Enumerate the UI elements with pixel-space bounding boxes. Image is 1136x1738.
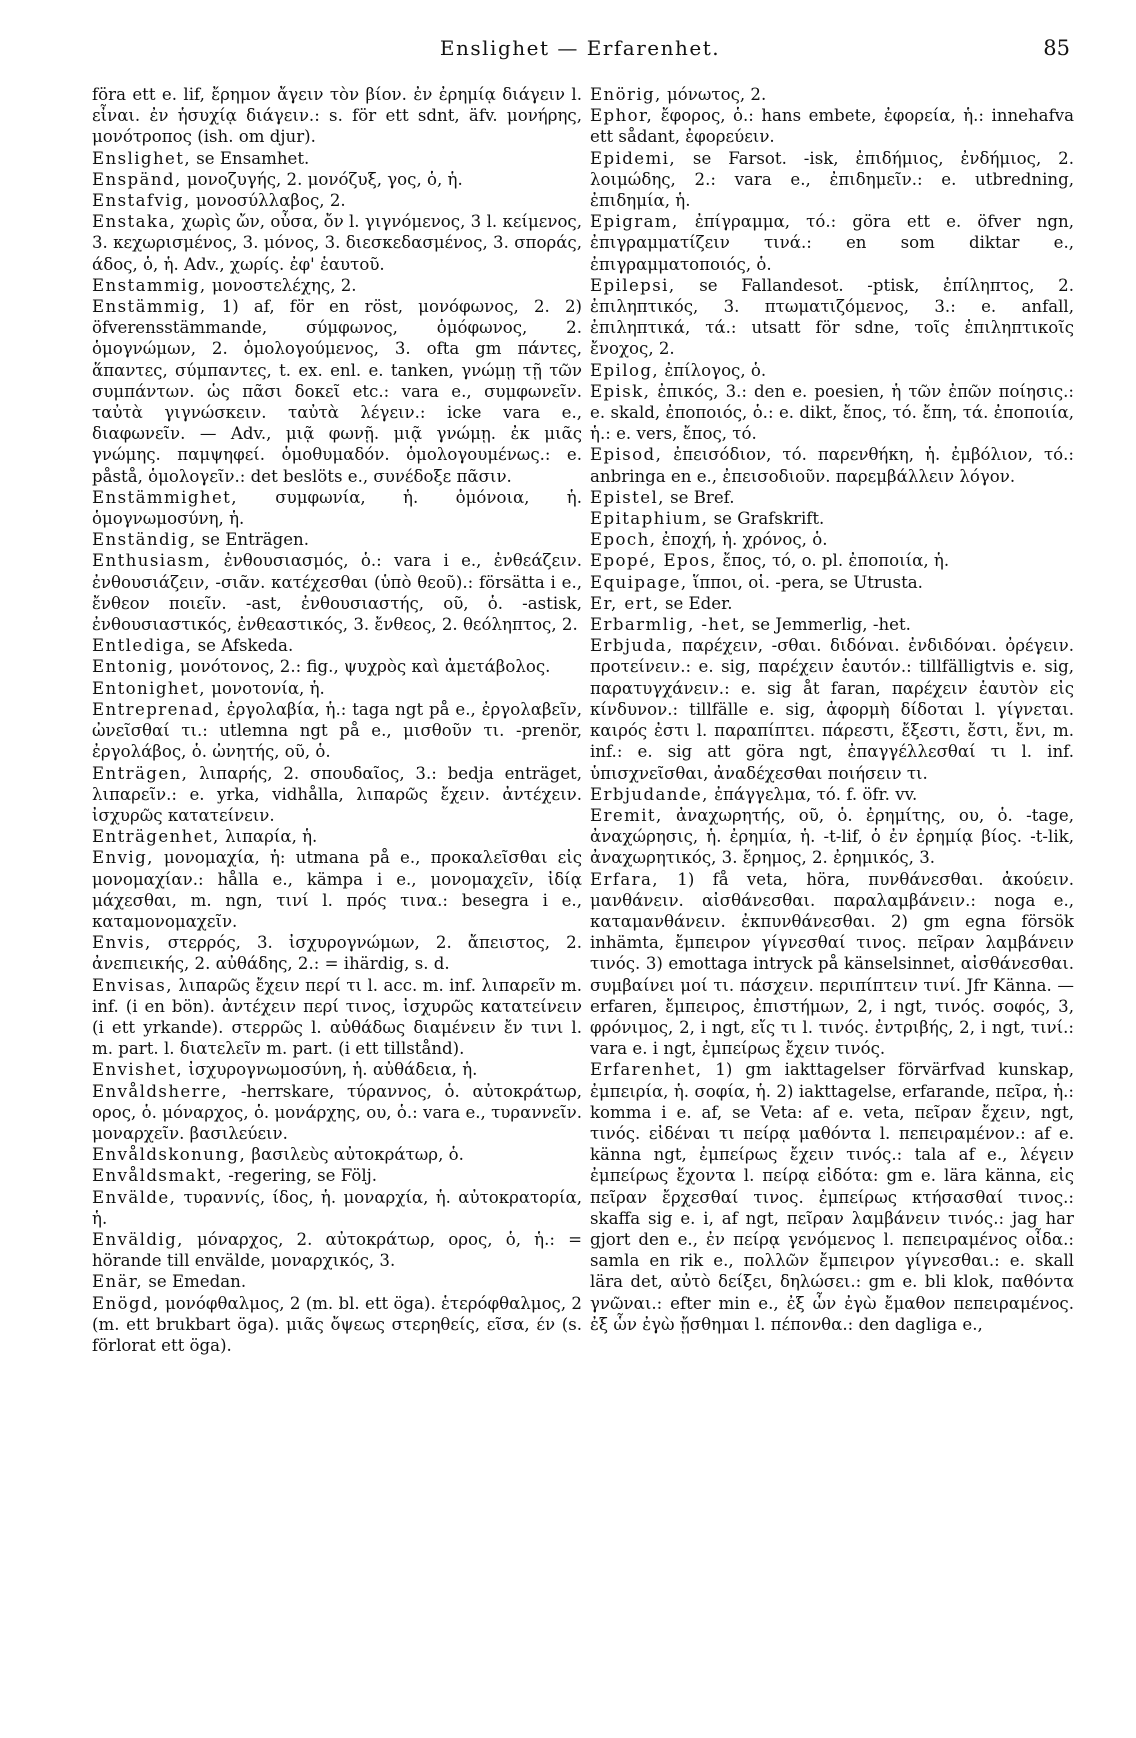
dictionary-entry: [590, 593, 1074, 614]
entry-definition: -regering, se Följ.: [222, 1166, 378, 1186]
dictionary-entry: [590, 805, 1074, 869]
dictionary-entry: [92, 1165, 582, 1186]
entry-definition: se Farsot. -isk, ἐπιδήμιος, ἐνδήμιος, 2. λοιμώδης, 2.: vara e., ἐπιδημεῖν.: e. utbredning, ἐπιδημία, ἡ.: [590, 148, 1074, 211]
entry-headword: Entreprenad,: [92, 699, 221, 719]
entry-headword: Envig,: [92, 848, 154, 868]
entry-definition: μονοστελέχης, 2.: [206, 275, 357, 295]
dictionary-entry: [590, 1059, 1074, 1335]
entry-headword: Episod,: [590, 445, 663, 465]
entry-definition: ἐπάγγελμα, τό. f. öfr. vv.: [708, 784, 918, 804]
entry-headword: Enstaka,: [92, 212, 177, 232]
dictionary-entry: [92, 211, 582, 275]
dictionary-entry: [590, 148, 1074, 212]
entry-headword: Envåldsherre,: [92, 1081, 229, 1101]
entry-definition: μόνωτος, 2.: [661, 85, 767, 104]
entry-headword: Epilog,: [590, 360, 660, 380]
entry-definition: se Bref.: [664, 487, 735, 507]
entry-definition: ἔφορος, ὁ.: hans embete, ἐφορεία, ἡ.: innehafva ett sådant, ἐφορεύειν.: [590, 106, 1074, 147]
entry-definition: παρέχειν, -σθαι. διδόναι. ἐνδιδόναι. ὀρέγειν. προτείνειν.: e. sig, παρέχειν ἑαυτόν.: tillfälligtvis e. sig, παρατυγχάνειν.: e. sig åt faran, παρέχειν ἑαυτὸν εἰς κίνδυνον.: tillfälle e. sig, ἀφορμὴ δίδοται l. γίγνεται. καιρός ἐστι l. παραπίπτει. πάρεστι, ἔξεστι, ἔστι, ἔνι, m. inf.: e. sig att göra ngt, ἐπαγγέλλεσθαί τι l. inf. ὑπισχνεῖσθαι, ἀναδέχεσθαι ποιήσειν τι.: [590, 636, 1074, 783]
entry-definition: ἐπίγραμμα, τό.: göra ett e. öfver ngn, ἐπιγραμματίζειν τινά.: en som diktar e., ἐπιγραμματοποιός, ὁ.: [590, 212, 1074, 274]
dictionary-entry: [590, 572, 1074, 593]
dictionary-entry: [92, 190, 582, 211]
entry-headword: Enögd,: [92, 1293, 160, 1313]
dictionary-entry: [92, 678, 582, 699]
running-head: Enslighet — Erfarenhet.: [439, 36, 721, 60]
dictionary-entry: [590, 487, 1074, 508]
dictionary-entry: [92, 487, 582, 529]
entry-headword: Enständig,: [92, 530, 197, 550]
dictionary-entry: [590, 508, 1074, 529]
entry-headword: Enslighet,: [92, 148, 192, 168]
dictionary-entry: [92, 275, 582, 296]
dictionary-entry: [92, 1059, 582, 1080]
entry-headword: Epilepsi,: [590, 275, 676, 295]
entry-headword: Entlediga,: [92, 636, 193, 656]
entry-definition: λιπαρία, ἡ.: [219, 827, 318, 847]
dictionary-entry: [590, 869, 1074, 1060]
entry-definition: μόναρχος, 2. αὐτοκράτωρ, ορος, ὁ, ἡ.: = hörande till envälde, μοναρχικός, 3.: [92, 1229, 582, 1271]
dictionary-entry: [92, 635, 582, 656]
entry-headword: Erfara,: [590, 869, 659, 889]
entry-definition: ἰσχυρογνωμοσύνη, ἡ. αὐθάδεια, ἡ.: [183, 1060, 478, 1080]
entry-definition: 1) få veta, höra, πυνθάνεσθαι. ἀκούειν. μανθάνειν. αἰσθάνεσθαι. παραλαμβάνειν.: noga e., καταμανθάνειν. ἐκπυνθάνεσθαι. 2) gm egna försök inhämta, ἔμπειρον γίγνεσθαί τινος. πεῖραν λαμβάνειν τινός. 3) emottaga intryck på känselsinnet, αἰσθάνεσθαι. συμβαίνει μοί τι. πάσχειν. περιπίπτειν τινί. Jfr Känna. — erfaren, ἔμπειρος, ἐπιστήμων, 2, i ngt, τινός. σοφός, 3, φρόνιμος, 2, i ngt, εἴς τι l. τινός. ἐντριβής, 2, i ngt, τινί.: vara e. i ngt, ἐμπείρως ἔχειν τινός.: [590, 869, 1074, 1059]
entry-definition: se Jemmerlig, -het.: [746, 615, 911, 635]
entry-headword: Enträgenhet,: [92, 827, 220, 847]
entry-definition: 1) gm iakttagelser förvärfvad kunskap, ἐμπειρία, ἡ. σοφία, ἡ. 2) iakttagelse, erfarande, πεῖρα, ἡ.: komma i e. af, se Veta: af e. veta, πεῖραν ἔχειν, ngt, τινός. εἰδέναι τι πείρᾳ μαθόντα l. πεπειραμένον.: af e. känna ngt, ἐμπείρως ἔχειν τινός.: tala af e., λέγειν ἐμπείρως ἔχοντα l. πείρᾳ εἰδότα: gm e. lära känna, εἰς πεῖραν ἔρχεσθαί τινος. ἐμπείρως κτήσασθαί τινος.: skaffa sig e. i, af ngt, πεῖραν λαμβάνειν τινός.: jag har gjort den e., ἐν πείρᾳ γενόμενος l. πεπειραμένος οἶδα.: samla en rik e., πολλῶν ἔμπειρον γίγνεσθαι.: e. skall lära det, αὐτὸ δείξει, δηλώσει.: gm e. bli klok, παθόντα γνῶναι.: efter min e., ἐξ ὧν ἐγὼ ἔμαθον πεπειραμένος. ἐξ ὧν ἐγὼ ᾔσθημαι l. πέπονθα.: den dagliga e.,: [590, 1060, 1074, 1334]
dictionary-entry: [92, 763, 582, 827]
dictionary-entry: [590, 275, 1074, 360]
entry-headword: Enstammig,: [92, 275, 207, 295]
entry-headword: Entonig,: [92, 657, 175, 677]
entry-headword: Envisas,: [92, 975, 173, 995]
entry-headword: Envis,: [92, 933, 152, 953]
entry-headword: Enstämmig,: [92, 297, 207, 317]
dictionary-entry: [92, 656, 582, 677]
dictionary-entry: [92, 975, 582, 1060]
entry-definition: ἔπος, τό, o. pl. ἐποποιία, ἡ.: [717, 551, 950, 571]
dictionary-entry: [92, 826, 582, 847]
dictionary-entry: [590, 614, 1074, 635]
entry-definition: λιπαρής, 2. σπουδαῖος, 3.: bedja enträget, λιπαρεῖν.: e. yrka, vidhålla, λιπαρῶς ἔχειν. ἀντέχειν. ἰσχυρῶς κατατείνειν.: [92, 763, 582, 825]
entry-definition: se Grafskrift.: [708, 509, 825, 529]
entry-headword: Envåldskonung,: [92, 1145, 247, 1165]
entry-headword: Erfarenhet,: [590, 1060, 703, 1080]
entry-headword: Enörig,: [590, 85, 662, 104]
entry-definition: ἐνθουσιασμός, ὁ.: vara i e., ἐνθεάζειν. ἐνθουσιάζειν, -σιᾶν. κατέχεσθαι (ὑπὸ θεοῦ).: försätta i e., ἔνθεον ποιεῖν. -ast, ἐνθουσιαστής, οῦ, ὁ. -astisk, ἐνθουσιαστικός, ἐνθεαστικός, 3. ἔνθεος, 2. θεόληπτος, 2.: [92, 551, 582, 635]
entry-headword: Erbjudande,: [590, 784, 709, 804]
dictionary-entry: [92, 296, 582, 487]
entry-definition: λιπαρῶς ἔχειν περί τι l. acc. m. inf. λιπαρεῖν m. inf. (i en bön). ἀντέχειν περί τινος, ἰσχυρῶς κατατείνειν (i ett yrkande). στερρῶς l. αὐθάδως διαμένειν ἔν τινι l. m. part. l. διατελεῖν m. part. (i ett tillstånd).: [92, 975, 582, 1059]
entry-definition: μονοζυγής, 2. μονόζυξ, γος, ὁ, ἡ.: [181, 169, 463, 189]
entry-definition: βασιλεὺς αὐτοκράτωρ, ὁ.: [246, 1145, 464, 1165]
entry-definition: στερρός, 3. ἰσχυρογνώμων, 2. ἄπειστος, 2. ἀνεπιεικής, 2. αὐθάδης, 2.: = ihärdig, s. d.: [92, 933, 582, 974]
entry-definition: μονοσύλλαβος, 2.: [190, 191, 346, 211]
dictionary-entry: [590, 381, 1074, 445]
entry-definition: ἀναχωρητής, οῦ, ὁ. ἐρημίτης, ου, ὁ. -tage, ἀναχώρησις, ἡ. ἐρημία, ἡ. -t-lif, ὁ ἐν ἐρημίᾳ βίος. -t-lik, ἀναχωρητικός, 3. ἔρημος, 2. ἐρημικός, 3.: [590, 805, 1074, 868]
page-header: [90, 36, 1070, 68]
entry-definition: ἐργολαβία, ἡ.: taga ngt på e., ἐργολαβεῖν, ὠνεῖσθαί τι.: utlemna ngt på e., μισθοῦν τι. -prenör, ἐργολάβος, ὁ. ὠνητής, οῦ, ὁ.: [92, 699, 582, 762]
entry-headword: Enstämmighet,: [92, 487, 238, 507]
entry-headword: Enväldig,: [92, 1229, 184, 1249]
dictionary-entry: [92, 1293, 582, 1357]
entry-headword: Equipage,: [590, 572, 688, 592]
entry-definition: se Ensamhet.: [191, 148, 310, 168]
dictionary-entry: [92, 932, 582, 974]
entry-headword: Entonighet,: [92, 678, 206, 698]
dictionary-entry: [590, 784, 1074, 805]
right-column: [590, 84, 1074, 1704]
entry-headword: Envishet,: [92, 1060, 184, 1080]
dictionary-entry: [92, 550, 582, 635]
entry-headword: Envåldsmakt,: [92, 1166, 223, 1186]
entry-definition: τυραννίς, ίδος, ἡ. μοναρχία, ἡ. αὐτοκρατορία, ἡ.: [92, 1187, 582, 1228]
dictionary-entry: [92, 699, 582, 763]
entry-definition: ἐποχή, ἡ. χρόνος, ὁ.: [656, 530, 828, 550]
entry-definition: föra ett e. lif, ἔρημον ἄγειν τὸν βίον. ἐν ἐρημίᾳ διάγειν l. εἶναι. ἐν ἡσυχίᾳ διάγειν.: s. för ett sdnt, äfv. μονήρης, μονότροπος (ish. om djur).: [92, 85, 582, 147]
entry-headword: Erbarmlig, -het,: [590, 615, 747, 635]
entry-definition: συμφωνία, ἡ. ὁμόνοια, ἡ. ὁμογνωμοσύνη, ἡ.: [92, 487, 582, 529]
dictionary-entry: [92, 1229, 582, 1271]
entry-definition: μονομαχία, ἡ: utmana på e., προκαλεῖσθαι εἰς μονομαχίαν.: hålla e., kämpa i e., μονομαχεῖν, ἰδίᾳ μάχεσθαι, m. ngn, τινί l. πρός τινα.: besegra i e., καταμονομαχεῖν.: [92, 848, 582, 931]
entry-headword: Epitaphium,: [590, 509, 709, 529]
entry-definition: ἐπικός, 3.: den e. poesien, ἡ τῶν ἐπῶν ποίησις.: e. skald, ἐποποιός, ὁ.: e. dikt, ἔπος, τό. ἔπη, τά. ἐποποιία, ἡ.: e. vers, ἔπος, τό.: [590, 381, 1074, 444]
entry-headword: Epistel,: [590, 487, 665, 507]
entry-definition: -herrskare, τύραννος, ὁ. αὐτοκράτωρ, ορος, ὁ. μόναρχος, ὁ. μονάρχης, ου, ὁ.: vara e., τυραννεῖν. μοναρχεῖν. βασιλεύειν.: [92, 1081, 582, 1143]
entry-headword: Erbjuda,: [590, 636, 674, 656]
entry-headword: Epidemi,: [590, 148, 677, 168]
dictionary-entry: [590, 360, 1074, 381]
entry-definition: se Emedan.: [143, 1272, 247, 1292]
dictionary-entry: [92, 529, 582, 550]
dictionary-entry: [92, 1271, 582, 1292]
entry-headword: Enträgen,: [92, 763, 189, 783]
entry-definition: ἵπποι, οἱ. -pera, se Utrusta.: [687, 572, 923, 592]
entry-headword: Enär,: [92, 1272, 144, 1292]
entry-definition: 1) af, för en röst, μονόφωνος, 2. 2) öfverensstämmande, σύμφωνος, ὁμόφωνος, 2. ὁμογνώμων, 2. ὁμολογούμενος, 3. ofta gm πάντες, ἅπαντες, σύμπαντες, t. ex. enl. e. tanken, γνώμῃ τῇ τῶν συμπάντων. ὡς πᾶσι δοκεῖ etc.: vara e., συμφωνεῖν. ταὐτὰ γιγνώσκειν. ταὐτὰ λέγειν.: icke vara e., διαφωνεῖν. — Adv., μιᾷ φωνῇ. μιᾷ γνώμῃ. ἐκ μιᾶς γνώμης. παμψηφεί. ὁμοθυμαδόν. ὁμολογουμένως.: e. påstå, ὁμολογεῖν.: det beslöts e., συνέδοξε πᾶσιν.: [92, 297, 582, 486]
entry-headword: Enstafvig,: [92, 191, 191, 211]
entry-definition: χωρὶς ὤν, οὖσα, ὄν l. γιγνόμενος, 3 l. κείμενος, 3. κεχωρισμένος, 3. μόνος, 3. διεσκεδασμένος, 3. σποράς, άδος, ὁ, ἡ. Adv., χωρίς. ἐφ' ἑαυτοῦ.: [92, 212, 582, 274]
entry-headword: Enthusiasm,: [92, 551, 212, 571]
dictionary-entry: [590, 84, 1074, 105]
dictionary-entry: [590, 529, 1074, 550]
entry-definition: μονόφθαλμος, 2 (m. bl. ett öga). ἑτερόφθαλμος, 2 (m. ett brukbart öga). μιᾶς ὄψεως στερηθείς, εῖσα, έν (s. förlorat ett öga).: [92, 1293, 582, 1355]
dictionary-entry: [92, 84, 582, 148]
dictionary-entry: [590, 444, 1074, 486]
entry-definition: μονότονος, 2.: fig., ψυχρὸς καὶ ἀμετάβολος.: [174, 657, 551, 677]
entry-headword: Er, ert,: [590, 593, 660, 613]
dictionary-entry: [590, 105, 1074, 147]
dictionary-entry: [92, 1187, 582, 1229]
entry-definition: ἐπίλογος, ὁ.: [659, 360, 767, 380]
page-number: 85: [1043, 36, 1070, 60]
dictionary-entry: [92, 1144, 582, 1165]
entry-headword: Ephor,: [590, 106, 654, 126]
dictionary-entry: [92, 847, 582, 932]
entry-headword: Enspänd,: [92, 169, 182, 189]
dictionary-entry: [590, 550, 1074, 571]
dictionary-entry: [590, 635, 1074, 783]
entry-headword: Epigram,: [590, 212, 679, 232]
entry-headword: Epoch,: [590, 530, 657, 550]
left-column: [92, 84, 582, 1704]
entry-definition: ἐπεισόδιον, τό. παρενθήκη, ἡ. ἐμβόλιον, τό.: anbringa en e., ἐπεισοδιοῦν. παρεμβάλλειν λόγον.: [590, 445, 1074, 486]
entry-headword: Epopé, Epos,: [590, 551, 718, 571]
entry-definition: se Fallandesot. -ptisk, ἐπίληπτος, 2. ἐπιληπτικός, 3. πτωματιζόμενος, 3.: e. anfall, ἐπιληπτικά, τά.: utsatt för sdne, τοῖς ἐπιληπτικοῖς ἔνοχος, 2.: [590, 275, 1074, 359]
entry-definition: se Enträgen.: [196, 530, 309, 550]
entry-definition: se Eder.: [659, 593, 733, 613]
entry-headword: Episk,: [590, 381, 651, 401]
entry-definition: μονοτονία, ἡ.: [205, 678, 325, 698]
dictionary-entry: [92, 169, 582, 190]
dictionary-entry: [92, 1081, 582, 1145]
entry-headword: Envälde,: [92, 1187, 177, 1207]
dictionary-entry: [590, 211, 1074, 275]
entry-headword: Eremit,: [590, 805, 663, 825]
entry-definition: se Afskeda.: [192, 636, 294, 656]
dictionary-entry: [92, 148, 582, 169]
